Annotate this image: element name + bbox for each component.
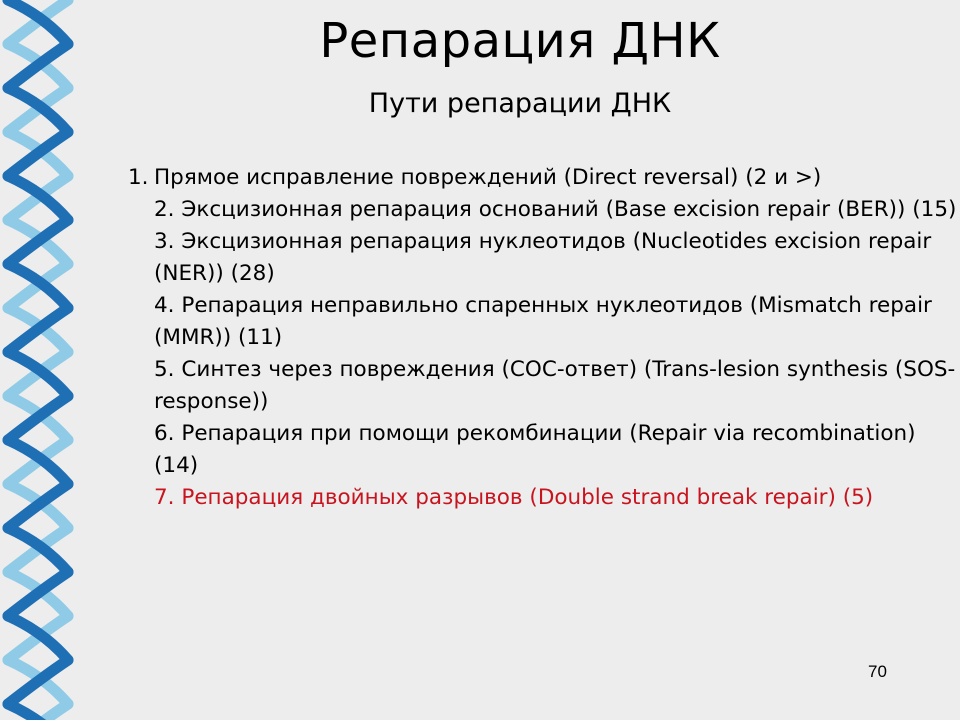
list-item-number: 1. <box>128 165 149 190</box>
slide-subtitle: Пути репарации ДНК <box>368 88 672 119</box>
list-item-7: 7. Репарация двойных разрывов (Double strand break repair) (5) <box>154 485 874 510</box>
list-item-5: 5. Синтез через повреждения (СОС-ответ) (Trans-lesion synthesis (SOS-response)) <box>154 357 956 414</box>
list-item-4: 4. Репарация неправильно спаренных нуклеотидов (Mismatch repair (MMR)) (11) <box>154 293 932 350</box>
list-item-2: 2. Эксцизионная репарация оснований (Base excision repair (BER)) (15) <box>154 197 957 222</box>
repair-pathways-list <box>128 162 958 514</box>
list-item-text: Прямое исправление повреждений (Direct reversal) (2 и >) <box>154 165 822 190</box>
list-item-6: 6. Репарация при помощи рекомбинации (Repair via recombination) (14) <box>154 421 916 478</box>
dna-helix-icon <box>0 0 80 720</box>
page-number: 70 <box>868 662 887 681</box>
slide-title: Репарация ДНК <box>319 13 721 69</box>
list-item-1 <box>128 162 958 194</box>
list-item-3: 3. Эксцизионная репарация нуклеотидов (Nucleotides excision repair (NER)) (28) <box>154 229 932 286</box>
